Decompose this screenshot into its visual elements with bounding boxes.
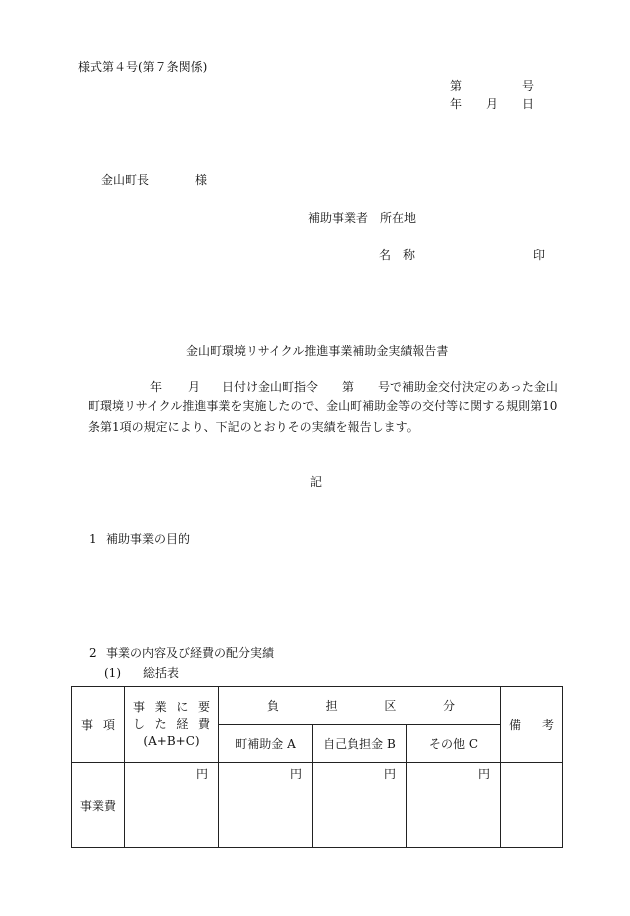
section-2-title: 事業の内容及び経費の配分実績 xyxy=(106,646,275,660)
body-line-1-part: 日付け金山町指令 xyxy=(222,380,319,394)
row-label: 事業費 xyxy=(72,763,125,848)
header-required-char: た xyxy=(154,717,167,731)
doc-date-month: 月 xyxy=(486,97,499,111)
header-town-subsidy: 町補助金 A xyxy=(219,725,313,763)
header-item-2: 項 xyxy=(102,718,115,732)
header-required-cost xyxy=(125,687,219,763)
header-other: その他 C xyxy=(407,725,501,763)
header-required-char: 要 xyxy=(197,700,210,714)
cell-other[interactable]: 円 xyxy=(407,763,501,848)
header-burden-char: 負 xyxy=(267,699,280,713)
header-item xyxy=(72,687,125,763)
doc-number-gou: 号 xyxy=(522,79,535,93)
header-required-char: に xyxy=(176,700,189,714)
summary-table xyxy=(71,686,563,848)
applicant-seal: 印 xyxy=(533,248,546,262)
body-line-1-part: 号で補助金交付決定のあった金山 xyxy=(378,380,558,394)
header-required-char: し xyxy=(133,717,146,731)
body-line-1-part: 第 xyxy=(342,380,355,394)
cell-self-burden[interactable]: 円 xyxy=(313,763,407,848)
header-burden-char: 担 xyxy=(325,699,338,713)
header-required-formula: (A+B+C) xyxy=(143,734,200,748)
section-1-title: 補助事業の目的 xyxy=(106,532,191,546)
header-self-burden: 自己負担金 B xyxy=(313,725,407,763)
section-1-number: 1 xyxy=(89,532,97,546)
header-burden-char: 区 xyxy=(384,699,397,713)
applicant-name-label-1: 名 xyxy=(379,248,392,262)
ki-heading: 記 xyxy=(310,475,323,489)
body-line-3: 条第1項の規定により、下記のとおりその実績を報告します。 xyxy=(88,420,419,434)
cell-remarks[interactable] xyxy=(501,763,563,848)
header-item-1: 事 xyxy=(81,718,94,732)
addressee-sama: 様 xyxy=(195,173,208,187)
doc-date-year: 年 xyxy=(450,97,463,111)
body-paragraph xyxy=(88,396,558,438)
body-line-1-part: 年 xyxy=(150,380,163,394)
body-line-1 xyxy=(0,380,630,394)
body-line-2: 町環境リサイクル推進事業を実施したので、金山町補助金等の交付等に関する規則第10 xyxy=(88,399,558,413)
body-line-1-part: 月 xyxy=(188,380,201,394)
header-required-char: 事 xyxy=(133,700,146,714)
cell-required-cost[interactable]: 円 xyxy=(125,763,219,848)
doc-number-dai: 第 xyxy=(450,79,463,93)
header-remarks-2: 考 xyxy=(542,718,555,732)
cell-town-subsidy[interactable]: 円 xyxy=(219,763,313,848)
applicant-label: 補助事業者 xyxy=(308,211,369,225)
addressee-name: 金山町長 xyxy=(101,173,150,187)
header-remarks xyxy=(501,687,563,763)
header-burden xyxy=(219,687,501,725)
header-required-char: 経 xyxy=(176,717,189,731)
header-remarks-1: 備 xyxy=(509,718,522,732)
header-required-char: 業 xyxy=(154,700,167,714)
subsection-title: 総括表 xyxy=(143,666,180,680)
form-number: 様式第４号(第７条関係) xyxy=(78,60,208,74)
applicant-name-label-2: 称 xyxy=(403,248,416,262)
header-required-char: 費 xyxy=(197,717,210,731)
applicant-address-label: 所在地 xyxy=(380,211,417,225)
section-2-number: 2 xyxy=(89,646,97,660)
document-title: 金山町環境リサイクル推進事業補助金実績報告書 xyxy=(186,344,449,358)
subsection-number: (1) xyxy=(104,666,121,680)
header-burden-char: 分 xyxy=(443,699,456,713)
doc-date-day: 日 xyxy=(522,97,535,111)
